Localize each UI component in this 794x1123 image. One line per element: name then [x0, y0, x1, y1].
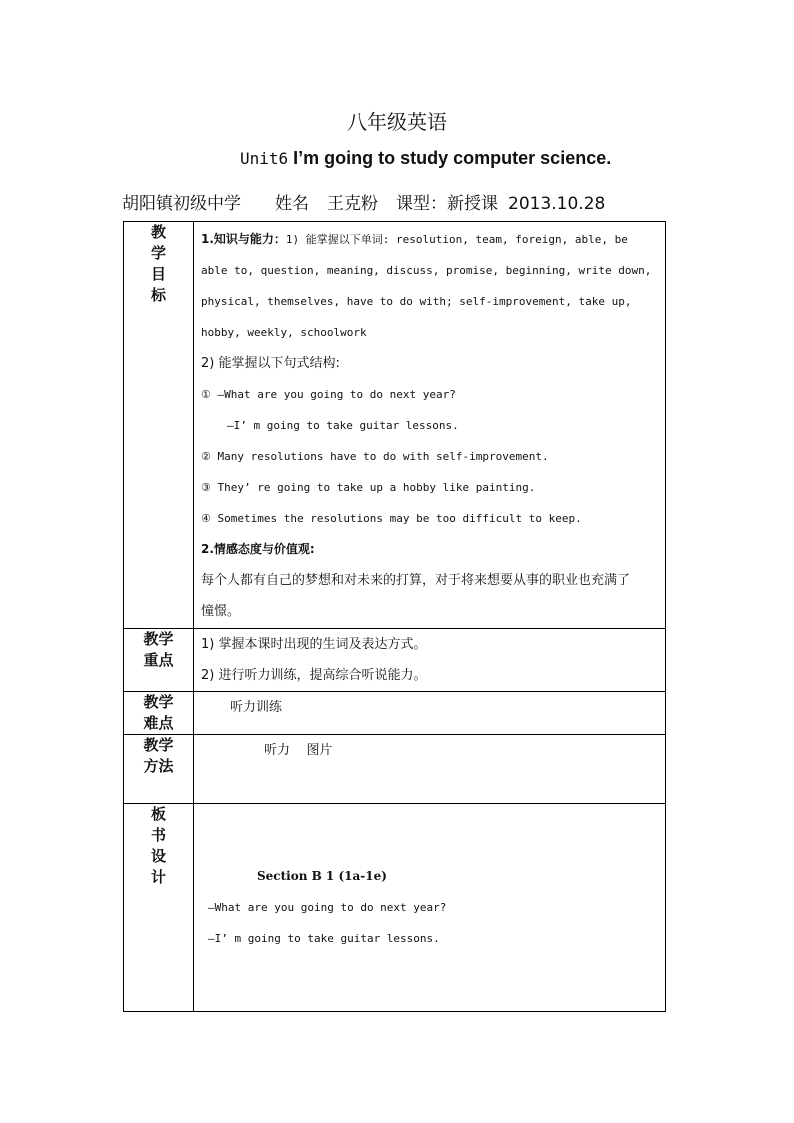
lesson-type: 课型：新授课 — [396, 194, 498, 214]
methods-content — [194, 735, 666, 804]
difficulties-row — [124, 692, 666, 735]
lesson-plan-table — [123, 221, 666, 1012]
objective-line: 每个人都有自己的梦想和对未来的打算，对于将来想要从事的职业也充满了 — [201, 573, 631, 588]
objective-line: ④ Sometimes the resolutions may be too difficult to keep. — [201, 512, 582, 525]
board-row — [124, 804, 666, 1012]
key-points-content — [194, 629, 666, 692]
objective-line: 憧憬。 — [201, 604, 241, 619]
objective-line: 2.情感态度与价值观: — [201, 542, 315, 556]
objective-line: —I’ m going to take guitar lessons. — [227, 419, 459, 432]
unit-name: I’m going to study computer science. — [288, 148, 612, 168]
objectives-label: 教 学 目 标 — [124, 222, 194, 629]
objective-line: physical, themselves, have to do with; self-improvement, take up, — [201, 295, 632, 308]
objectives-content — [194, 222, 666, 629]
objective-line: able to, question, meaning, discuss, promise, beginning, write down, — [201, 264, 652, 277]
board-label: 板 书 设 计 — [124, 804, 194, 1012]
board-line: —I’ m going to take guitar lessons. — [208, 932, 440, 945]
objective-line: hobby, weekly, schoolwork — [201, 326, 367, 339]
methods-label: 教学 方法 — [124, 735, 194, 804]
objective-line: 2) 能掌握以下句式结构: — [201, 356, 340, 371]
difficulties-label: 教学 难点 — [124, 692, 194, 735]
teacher-name: 王克粉 — [327, 194, 378, 214]
method-line: 听力 图片 — [264, 743, 333, 758]
key-points-row — [124, 629, 666, 692]
board-content — [194, 804, 666, 1012]
key-points-label: 教学 重点 — [124, 629, 194, 692]
unit-title — [240, 148, 611, 169]
school-name: 胡阳镇初级中学 — [122, 194, 241, 214]
key-point-line: 2) 进行听力训练，提高综合听说能力。 — [201, 668, 427, 683]
board-line: —What are you going to do next year? — [208, 901, 447, 914]
unit-prefix: Unit6 — [240, 149, 289, 168]
key-point-line: 1) 掌握本课时出现的生词及表达方式。 — [201, 637, 427, 652]
name-label: 姓名 — [275, 194, 309, 214]
objective-line: ① —What are you going to do next year? — [201, 388, 456, 401]
methods-row — [124, 735, 666, 804]
objectives-row — [124, 222, 666, 629]
difficulties-content — [194, 692, 666, 735]
difficulty-line: 听力训练 — [230, 700, 283, 715]
objective-line: 1.知识与能力：1) 能掌握以下单词: resolution, team, foreign, able, be — [201, 232, 628, 246]
lesson-date: 2013.10.28 — [508, 194, 606, 214]
board-line: Section B 1 (1a-1e) — [257, 869, 387, 883]
objective-line: ③ They’ re going to take up a hobby like painting. — [201, 481, 536, 494]
info-line — [122, 189, 605, 214]
objective-line: ② Many resolutions have to do with self-improvement. — [201, 450, 549, 463]
page-title: 八年级英语 — [347, 110, 447, 134]
